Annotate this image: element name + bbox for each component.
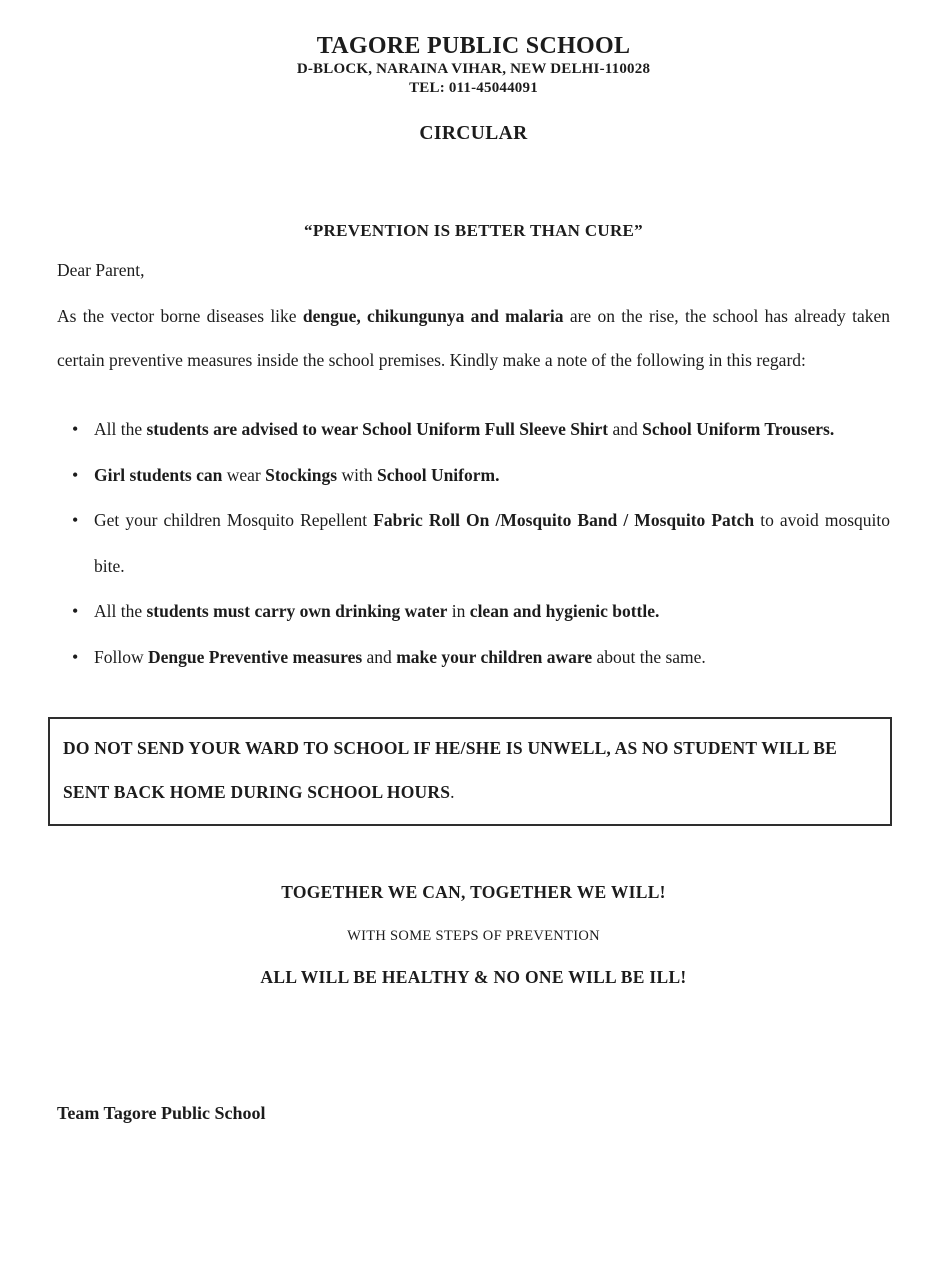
bullet-item-water: • All the students must carry own drinking water in clean and hygienic bottle. [57,589,890,635]
notice-box: DO NOT SEND YOUR WARD TO SCHOOL IF HE/SHE IS UNWELL, AS NO STUDENT WILL BE SENT BACK HOME DURING SCHOOL HOURS. [48,717,892,826]
slogan-line-3: ALL WILL BE HEALTHY & NO ONE WILL BE ILL! [260,967,687,987]
document-type-heading: CIRCULAR [419,123,528,144]
slogan-line-1: TOGETHER WE CAN, TOGETHER WE WILL! [281,882,666,902]
letterhead [57,32,890,145]
signature: Team Tagore Public School [57,1103,266,1123]
school-address: D-BLOCK, NARAINA VIHAR, NEW DELHI-110028 [296,61,651,77]
bullet-item-repellent: • Get your children Mosquito Repellent Fabric Roll On /Mosquito Band / Mosquito Patch to avoid mosquito bite. [57,498,890,589]
school-name: TAGORE PUBLIC SCHOOL [316,33,631,59]
bullet-item-stockings: • Girl students can wear Stockings with School Uniform. [57,453,890,499]
salutation: Dear Parent, [57,260,145,280]
bullet-list [57,407,890,680]
bullet-item-awareness: • Follow Dengue Preventive measures and make your children aware about the same. [57,635,890,681]
motto-heading: “PREVENTION IS BETTER THAN CURE” [304,221,643,240]
bullet-item-uniform: • All the students are advised to wear School Uniform Full Sleeve Shirt and School Uniform Trousers. [57,407,890,453]
school-phone: TEL: 011-45044091 [409,80,538,96]
intro-paragraph: As the vector borne diseases like dengue, chikungunya and malaria are on the rise, the school has already taken certain preventive measures inside the school premises. Kindly make a note of the following in this regard: [57,306,891,370]
slogan-line-2: WITH SOME STEPS OF PREVENTION [347,928,600,944]
